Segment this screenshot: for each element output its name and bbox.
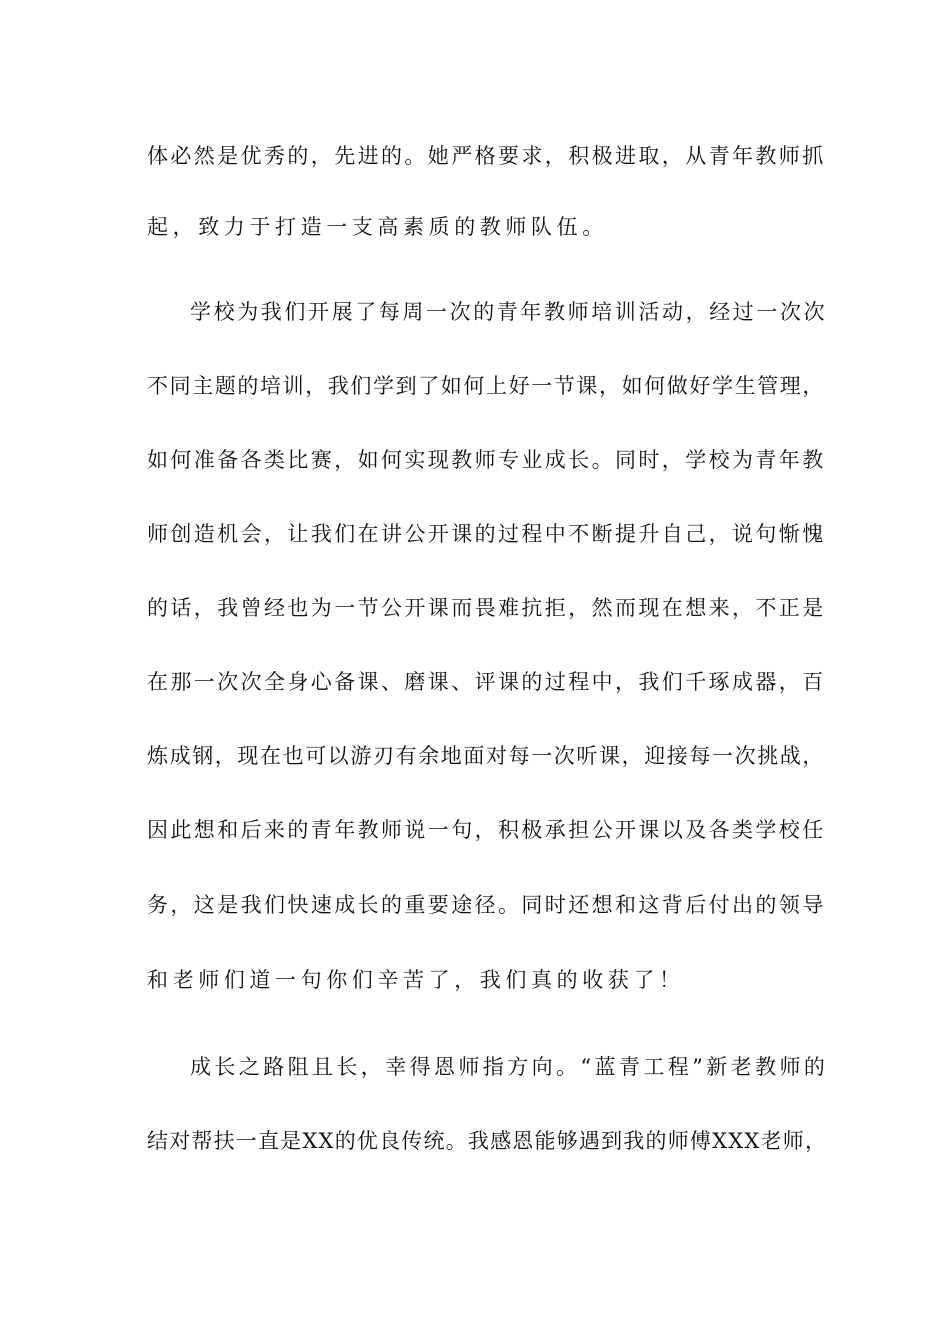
paragraph-2-line-2: 不同主题的培训，我们学到了如何上好一节课，如何做好学生管理， — [147, 374, 825, 398]
paragraph-2-line-8: 因此想和后来的青年教师说一句，积极承担公开课以及各类学校任 — [147, 818, 826, 842]
paragraph-2-line-5: 的话，我曾经也为一节公开课而畏难抗拒，然而现在想来，不正是 — [147, 596, 826, 620]
paragraph-2-line-4: 师创造机会，让我们在讲公开课的过程中不断提升自己，说句惭愧 — [147, 522, 826, 546]
paragraph-1-line-1: 体必然是优秀的，先进的。她严格要求，积极进取，从青年教师抓 — [147, 144, 826, 168]
paragraph-2-line-10: 和老师们道一句你们辛苦了，我们真的收获了！ — [147, 968, 685, 992]
paragraph-2-line-9: 务，这是我们快速成长的重要途径。同时还想和这背后付出的领导 — [147, 893, 826, 917]
paragraph-2-line-7: 炼成钢，现在也可以游刃有余地面对每一次听课，迎接每一次挑战， — [147, 744, 825, 768]
paragraph-2-line-3: 如何准备各类比赛，如何实现教师专业成长。同时，学校为青年教 — [147, 448, 826, 472]
paragraph-3-line-2: 结对帮扶一直是XX的优良传统。我感恩能够遇到我的师傅XXX老师， — [147, 1129, 828, 1153]
paragraph-2-line-1: 学校为我们开展了每周一次的青年教师培训活动，经过一次次 — [190, 300, 828, 324]
paragraph-2-line-6: 在那一次次全身心备课、磨课、评课的过程中，我们千琢成器，百 — [147, 670, 826, 694]
paragraph-3-line-1: 成长之路阻且长，幸得恩师指方向。“蓝青工程”新老教师的 — [190, 1055, 829, 1079]
paragraph-1-line-2: 起，致力于打造一支高素质的教师队伍。 — [147, 215, 608, 239]
